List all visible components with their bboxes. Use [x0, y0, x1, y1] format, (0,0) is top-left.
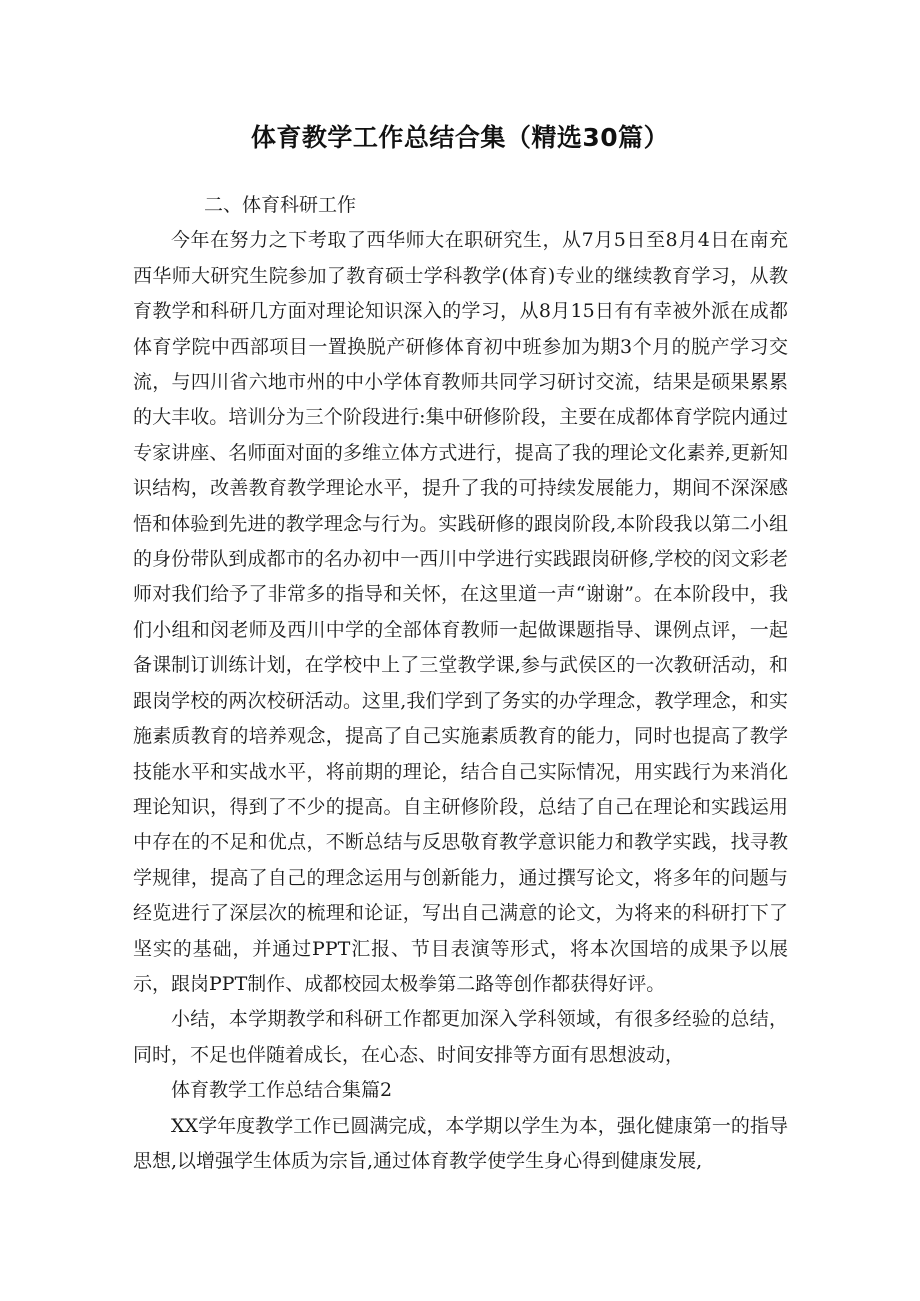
- document-body: [133, 188, 788, 1179]
- section-heading: 二、体育科研工作: [204, 194, 357, 216]
- article-heading: 体育教学工作总结合集篇2: [171, 1079, 393, 1102]
- body-paragraph: XX学年度教学工作已圆满完成，本学期以学生为本，强化健康第一的指导思想,以增强学生体质为宗旨,通过体育教学使学生身心得到健康发展,: [133, 1114, 788, 1172]
- body-paragraph: 今年在努力之下考取了西华师大在职研究生，从7月5日至8月4日在南充西华师大研究生院参加了教育硕士学科教学(体育)专业的继续教育学习，从教育教学和科研几方面对理论知识深入的学习，从8月15日有有幸被外派在成都体育学院中西部项目一置换脱产研修体育初中班参加为期3个月的脱产学习交流，与四川省六地市州的中小学体育教师共同学习研讨交流，结果是硕果累累的大丰收。培训分为三个阶段进行:集中研修阶段，主要在成都体育学院内通过专家讲座、名师面对面的多维立体方式进行，提高了我的理论文化素养,更新知识结构，改善教育教学理论水平，提升了我的可持续发展能力，期间不深深感悟和体验到先进的教学理念与行为。实践研修的跟岗阶段,本阶段我以第二小组的身份带队到成都市的名办初中一西川中学进行实践跟岗研修,学校的闵文彩老师对我们给予了非常多的指导和关怀，在这里道一声“谢谢”。在本阶段中，我们小组和闵老师及西川中学的全部体育教师一起做课题指导、课例点评，一起备课制订训练计划，在学校中上了三堂教学课,参与武侯区的一次教研活动，和跟岗学校的两次校研活动。这里,我们学到了务实的办学理念，教学理念，和实施素质教育的培养观念，提高了自己实施素质教育的能力，同时也提高了教学技能水平和实战水平，将前期的理论，结合自己实际情况，用实践行为来消化理论知识，得到了不少的提高。自主研修阶段，总结了自己在理论和实践运用中存在的不足和优点，不断总结与反思敬育教学意识能力和教学实践，找寻教学规律，提高了自己的理念运用与创新能力，通过撰写论文，将多年的问题与经览进行了深层次的梳理和论证，写出自己满意的论文，为将来的科研打下了坚实的基础，并通过PPT汇报、节目表演等形式，将本次国培的成果予以展示，跟岗PPT制作、成都校园太极拳第二路等创作都获得好评。: [133, 229, 788, 995]
- document-title: 体育教学工作总结合集（精选30篇）: [250, 123, 670, 152]
- summary-paragraph: 小结，本学期教学和科研工作都更加深入学科领域，有很多经验的总结，同时，不足也伴随着成长，在心态、时间安排等方面有思想波动，: [133, 1008, 788, 1066]
